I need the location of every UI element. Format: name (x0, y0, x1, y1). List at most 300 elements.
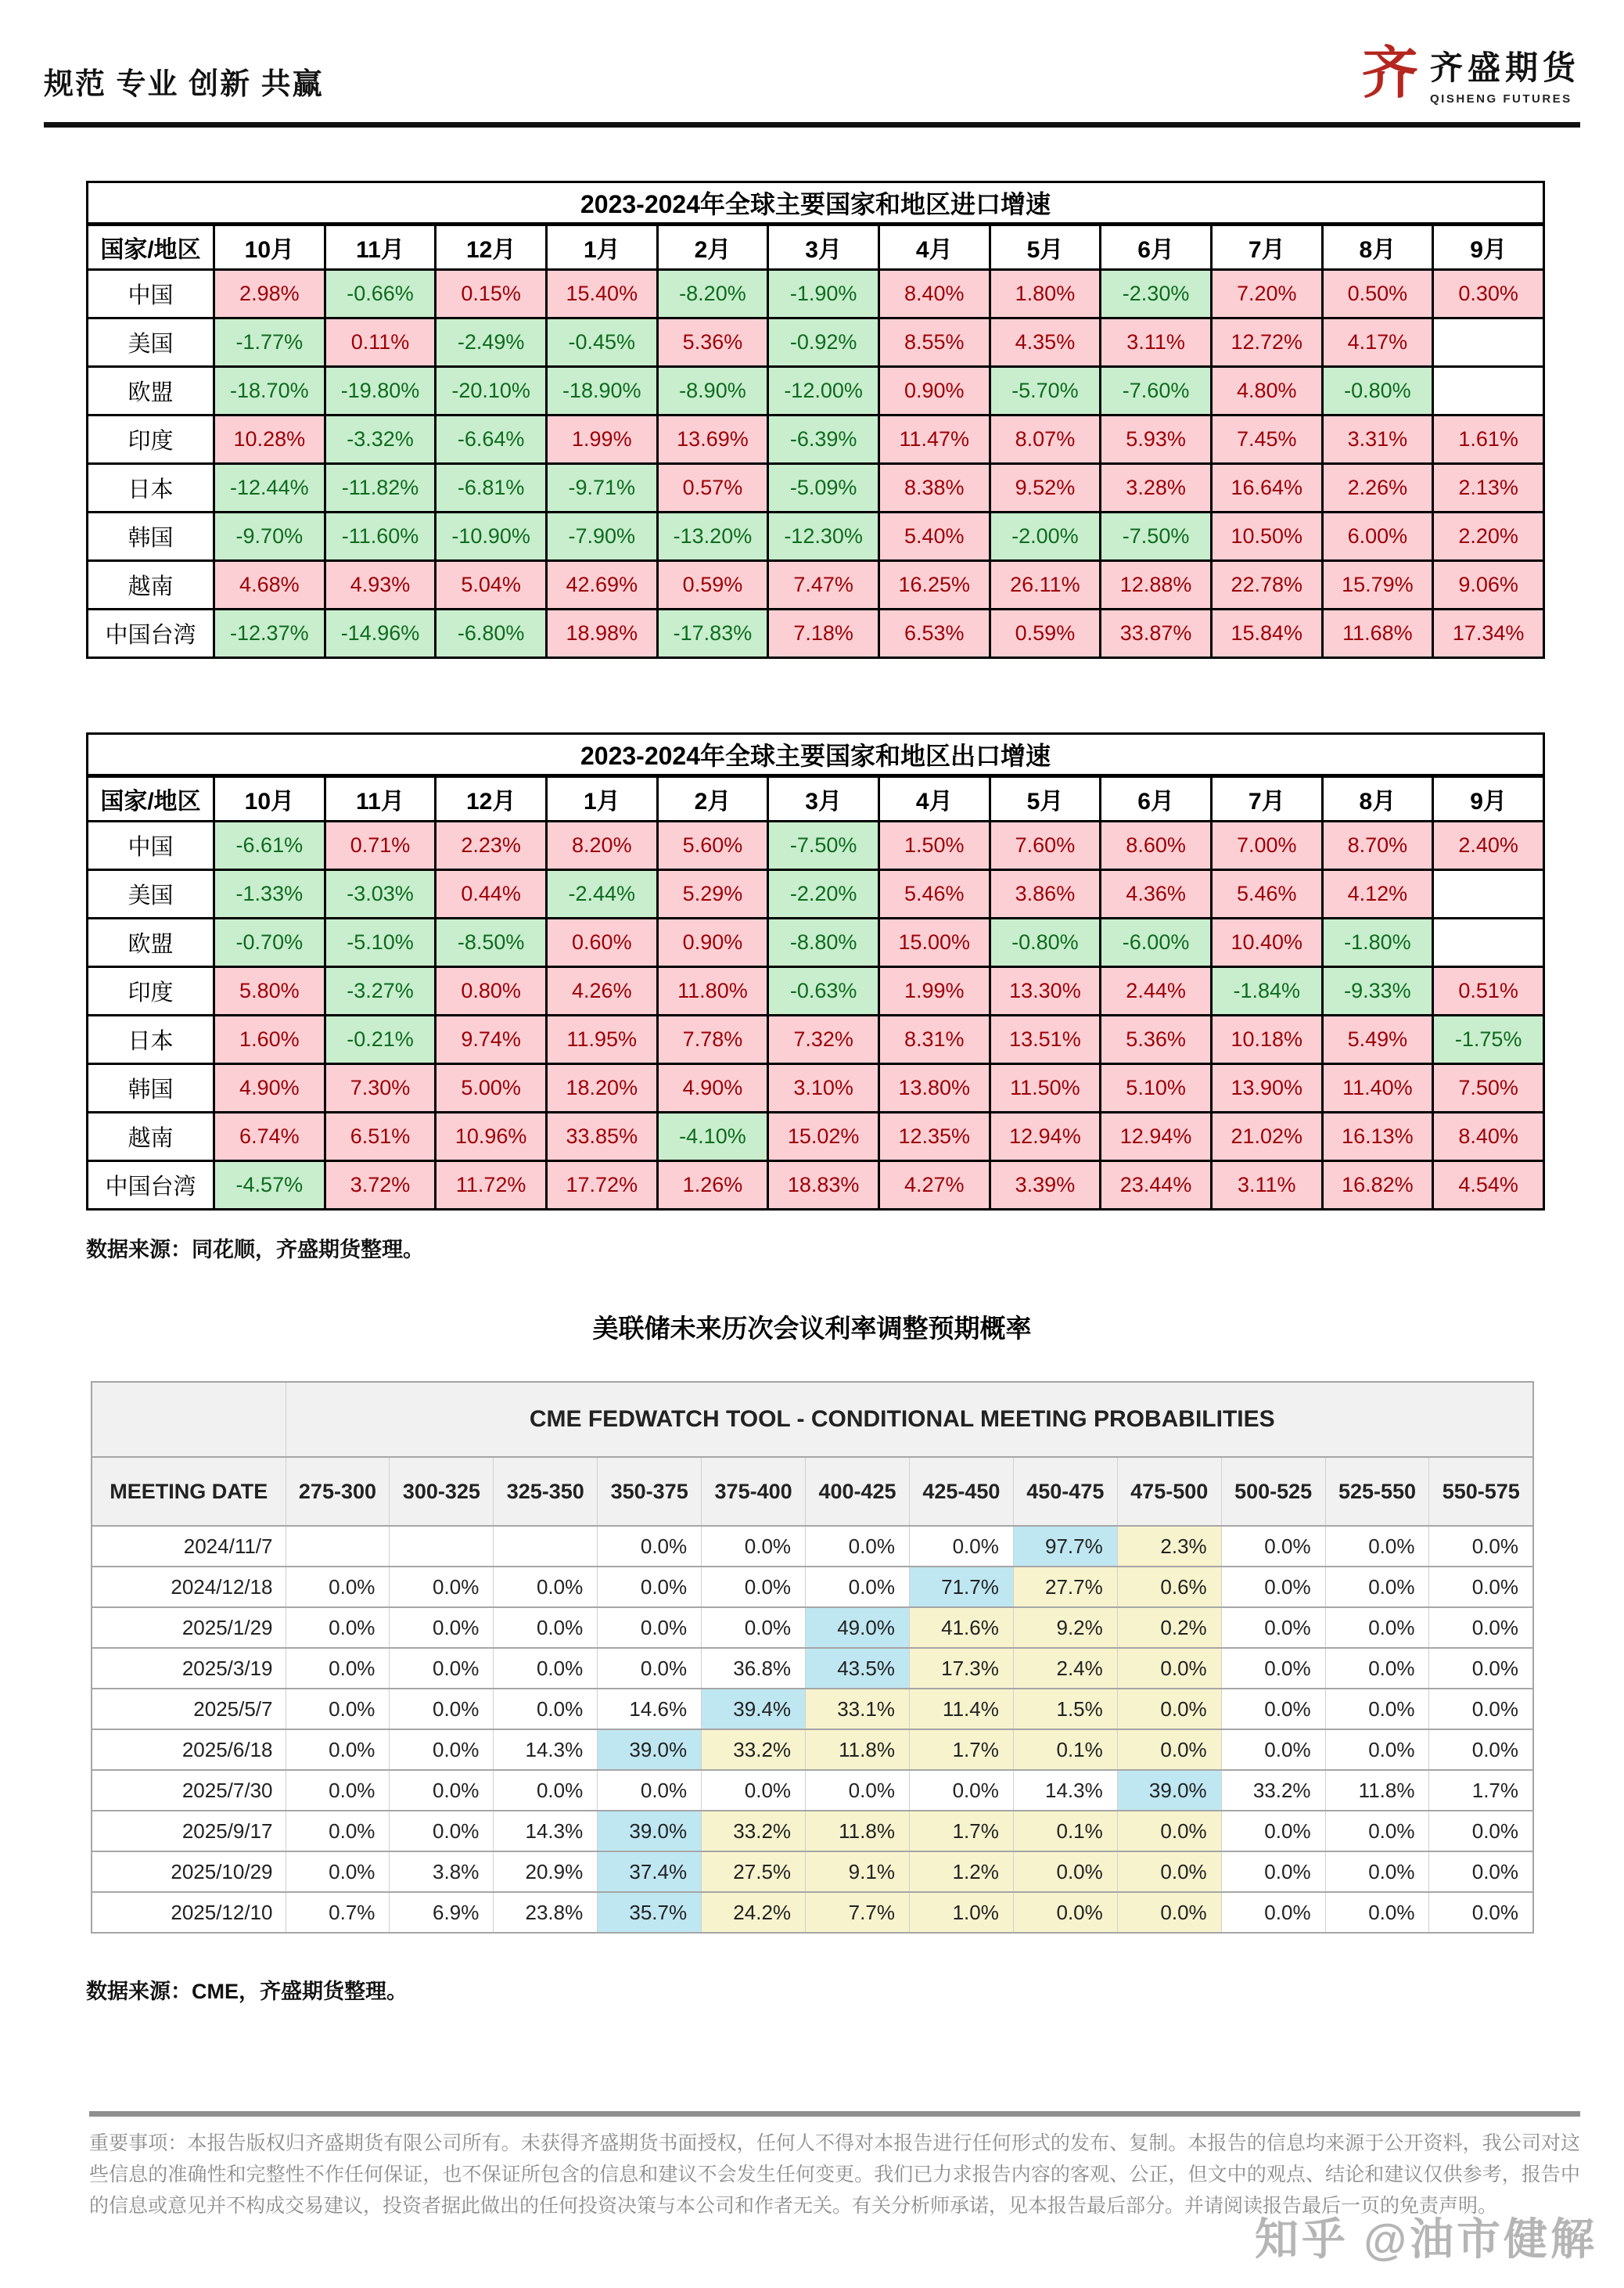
month-column-header: 7月 (1211, 776, 1322, 822)
region-label: 美国 (88, 870, 214, 919)
fed-row (92, 1851, 1533, 1892)
growth-value-cell: 1.80% (990, 270, 1101, 318)
growth-value-cell: -6.80% (436, 610, 547, 658)
probability-cell: 33.2% (702, 1811, 806, 1851)
rate-range-header: 375-400 (702, 1457, 806, 1526)
growth-value-cell: 11.40% (1322, 1064, 1433, 1113)
growth-value-cell: 11.95% (546, 1016, 657, 1064)
growth-value-cell: 4.27% (878, 1161, 990, 1210)
growth-value-cell: -7.60% (1101, 367, 1212, 416)
qisheng-logo-icon: 齐 (1361, 42, 1418, 105)
growth-value-cell: 5.49% (1322, 1016, 1433, 1064)
region-label: 日本 (88, 1016, 214, 1064)
growth-value-cell: 10.18% (1211, 1016, 1322, 1064)
month-column-header: 12月 (436, 776, 547, 822)
probability-cell: 0.0% (286, 1729, 390, 1770)
fed-section-title: 美联储未来历次会议利率调整预期概率 (592, 1314, 1032, 1343)
meeting-date: 2024/11/7 (92, 1526, 286, 1567)
probability-cell: 0.0% (390, 1729, 494, 1770)
probability-cell: 9.2% (1013, 1607, 1117, 1648)
probability-cell: 0.0% (1429, 1851, 1533, 1892)
region-label: 欧盟 (88, 919, 214, 967)
growth-value-cell: 5.60% (657, 822, 768, 870)
growth-value-cell: 0.90% (878, 367, 990, 416)
probability-cell: 0.0% (806, 1770, 910, 1811)
probability-cell: 0.0% (390, 1770, 494, 1811)
probability-cell: 0.0% (1117, 1892, 1221, 1933)
growth-value-cell: -4.57% (214, 1161, 325, 1210)
growth-value-cell: 13.69% (657, 416, 768, 464)
probability-cell: 0.0% (702, 1770, 806, 1811)
growth-value-cell: 33.85% (546, 1113, 657, 1161)
growth-value-cell: -9.71% (546, 464, 657, 513)
growth-value-cell: 4.12% (1322, 870, 1433, 919)
probability-cell: 0.0% (1429, 1526, 1533, 1567)
table-row (88, 822, 1544, 870)
probability-cell: 0.0% (1013, 1892, 1117, 1933)
table-row (88, 270, 1544, 318)
region-label: 韩国 (88, 513, 214, 561)
growth-value-cell: 8.70% (1322, 822, 1433, 870)
growth-value-cell: 1.99% (878, 967, 990, 1016)
month-column-header: 7月 (1211, 225, 1322, 270)
growth-value-cell: -14.96% (325, 610, 436, 658)
probability-cell: 0.0% (494, 1607, 598, 1648)
fed-corner-cell (92, 1382, 286, 1457)
growth-value-cell: 7.60% (990, 822, 1101, 870)
month-column-header: 10月 (214, 776, 325, 822)
growth-value-cell: 6.53% (878, 610, 990, 658)
growth-value-cell: 26.11% (990, 561, 1101, 610)
probability-cell: 0.0% (1117, 1648, 1221, 1689)
probability-cell: 0.0% (286, 1770, 390, 1811)
rate-range-header: 300-325 (390, 1457, 494, 1526)
probability-cell: 0.0% (1325, 1689, 1429, 1729)
probability-cell: 0.0% (494, 1648, 598, 1689)
month-column-header: 11月 (325, 225, 436, 270)
probability-cell: 3.8% (390, 1851, 494, 1892)
fed-row (92, 1607, 1533, 1648)
growth-value-cell: 12.72% (1211, 318, 1322, 367)
growth-value-cell: 5.93% (1101, 416, 1212, 464)
table-title-row (88, 734, 1544, 776)
growth-value-cell: 7.45% (1211, 416, 1322, 464)
growth-value-cell: 0.11% (325, 318, 436, 367)
growth-value-cell: 0.51% (1433, 967, 1544, 1016)
growth-value-cell: -6.81% (436, 464, 547, 513)
probability-cell: 9.1% (806, 1851, 910, 1892)
growth-value-cell: 8.38% (878, 464, 990, 513)
probability-cell: 39.0% (1117, 1770, 1221, 1811)
month-column-header: 9月 (1433, 776, 1544, 822)
growth-value-cell: 0.15% (436, 270, 547, 318)
growth-value-cell: 1.50% (878, 822, 990, 870)
probability-cell: 2.4% (1013, 1648, 1117, 1689)
table-row (88, 1161, 1544, 1210)
probability-cell: 0.0% (1429, 1689, 1533, 1729)
growth-value-cell: -5.10% (325, 919, 436, 967)
growth-value-cell (1433, 318, 1544, 367)
probability-cell: 0.0% (1429, 1811, 1533, 1851)
month-column-header: 4月 (878, 776, 990, 822)
probability-cell: 0.0% (1325, 1526, 1429, 1567)
growth-value-cell: -6.00% (1101, 919, 1212, 967)
growth-value-cell: 13.80% (878, 1064, 990, 1113)
growth-value-cell: 3.39% (990, 1161, 1101, 1210)
rate-range-header: 450-475 (1013, 1457, 1117, 1526)
fed-row (92, 1892, 1533, 1933)
probability-cell: 35.7% (598, 1892, 702, 1933)
growth-value-cell: 6.00% (1322, 513, 1433, 561)
probability-cell: 0.0% (1325, 1729, 1429, 1770)
region-label: 美国 (88, 318, 214, 367)
meeting-date: 2025/7/30 (92, 1770, 286, 1811)
growth-value-cell: -0.92% (768, 318, 879, 367)
probability-cell: 1.5% (1013, 1689, 1117, 1729)
probability-cell: 0.0% (1221, 1607, 1325, 1648)
probability-cell: 1.7% (909, 1811, 1013, 1851)
probability-cell (286, 1526, 390, 1567)
probability-cell: 14.3% (1013, 1770, 1117, 1811)
table-row (88, 1016, 1544, 1064)
growth-value-cell: -2.20% (768, 870, 879, 919)
probability-cell: 17.3% (909, 1648, 1013, 1689)
growth-value-cell: 0.57% (657, 464, 768, 513)
growth-value-cell: 0.59% (990, 610, 1101, 658)
probability-cell: 43.5% (806, 1648, 910, 1689)
probability-cell: 0.0% (1325, 1892, 1429, 1933)
month-column-header: 3月 (768, 225, 879, 270)
growth-value-cell: 1.60% (214, 1016, 325, 1064)
month-column-header: 1月 (546, 776, 657, 822)
probability-cell: 0.0% (1221, 1689, 1325, 1729)
month-column-header: 6月 (1101, 776, 1212, 822)
growth-value-cell: 11.68% (1322, 610, 1433, 658)
growth-value-cell: -3.32% (325, 416, 436, 464)
month-column-header: 8月 (1322, 776, 1433, 822)
region-column-header: 国家/地区 (88, 776, 214, 822)
probability-cell: 0.0% (1117, 1689, 1221, 1729)
growth-value-cell: 18.20% (546, 1064, 657, 1113)
growth-value-cell: -12.30% (768, 513, 879, 561)
month-column-header: 10月 (214, 225, 325, 270)
growth-value-cell: 15.84% (1211, 610, 1322, 658)
growth-value-cell: 8.40% (878, 270, 990, 318)
growth-value-cell: 2.44% (1101, 967, 1212, 1016)
growth-value-cell: -0.66% (325, 270, 436, 318)
growth-value-cell: 0.71% (325, 822, 436, 870)
growth-value-cell: 4.80% (1211, 367, 1322, 416)
table-row (88, 919, 1544, 967)
growth-value-cell: -11.82% (325, 464, 436, 513)
rate-range-header: 325-350 (494, 1457, 598, 1526)
growth-value-cell: 3.28% (1101, 464, 1212, 513)
table-row (88, 318, 1544, 367)
fedwatch-probability-table (91, 1381, 1534, 1934)
probability-cell: 33.2% (702, 1729, 806, 1770)
growth-value-cell: 1.26% (657, 1161, 768, 1210)
growth-value-cell: -2.49% (436, 318, 547, 367)
probability-cell: 0.0% (598, 1607, 702, 1648)
region-label: 中国 (88, 822, 214, 870)
probability-cell: 27.7% (1013, 1567, 1117, 1607)
growth-value-cell: 17.72% (546, 1161, 657, 1210)
probability-cell: 33.1% (806, 1689, 910, 1729)
growth-value-cell: 7.30% (325, 1064, 436, 1113)
probability-cell: 11.8% (1325, 1770, 1429, 1811)
probability-cell: 0.0% (1221, 1648, 1325, 1689)
region-label: 韩国 (88, 1064, 214, 1113)
probability-cell: 0.0% (1429, 1729, 1533, 1770)
growth-value-cell: 7.47% (768, 561, 879, 610)
growth-value-cell: 7.20% (1211, 270, 1322, 318)
probability-cell: 1.7% (1429, 1770, 1533, 1811)
probability-cell: 49.0% (806, 1607, 910, 1648)
growth-value-cell: -7.90% (546, 513, 657, 561)
probability-cell: 0.0% (390, 1607, 494, 1648)
growth-value-cell: 4.26% (546, 967, 657, 1016)
probability-cell: 1.0% (909, 1892, 1013, 1933)
probability-cell: 7.7% (806, 1892, 910, 1933)
region-label: 印度 (88, 416, 214, 464)
growth-value-cell: -1.33% (214, 870, 325, 919)
growth-value-cell: 15.79% (1322, 561, 1433, 610)
growth-value-cell: -12.00% (768, 367, 879, 416)
growth-value-cell: 11.72% (436, 1161, 547, 1210)
growth-value-cell (1433, 870, 1544, 919)
probability-cell: 0.0% (1221, 1851, 1325, 1892)
month-column-header: 1月 (546, 225, 657, 270)
probability-cell: 1.2% (909, 1851, 1013, 1892)
rate-range-header: 550-575 (1429, 1457, 1533, 1526)
growth-value-cell: 6.51% (325, 1113, 436, 1161)
probability-cell: 6.9% (390, 1892, 494, 1933)
region-label: 中国台湾 (88, 1161, 214, 1210)
probability-cell: 2.3% (1117, 1526, 1221, 1567)
growth-value-cell: 8.20% (546, 822, 657, 870)
growth-value-cell: 22.78% (1211, 561, 1322, 610)
growth-value-cell: 2.40% (1433, 822, 1544, 870)
growth-value-cell: 23.44% (1101, 1161, 1212, 1210)
probability-cell: 39.0% (598, 1811, 702, 1851)
rate-range-header: 500-525 (1221, 1457, 1325, 1526)
probability-cell: 0.0% (286, 1811, 390, 1851)
meeting-date: 2025/3/19 (92, 1648, 286, 1689)
probability-cell: 0.0% (1429, 1892, 1533, 1933)
growth-value-cell: 5.40% (878, 513, 990, 561)
probability-cell: 0.0% (598, 1526, 702, 1567)
probability-cell: 0.0% (494, 1689, 598, 1729)
growth-value-cell: 7.50% (1433, 1064, 1544, 1113)
growth-value-cell: 5.36% (657, 318, 768, 367)
probability-cell: 0.0% (1013, 1851, 1117, 1892)
growth-value-cell: -3.27% (325, 967, 436, 1016)
growth-value-cell: 10.40% (1211, 919, 1322, 967)
growth-value-cell: 0.44% (436, 870, 547, 919)
growth-value-cell: 16.64% (1211, 464, 1322, 513)
probability-cell: 0.0% (494, 1567, 598, 1607)
probability-cell: 0.0% (1325, 1567, 1429, 1607)
probability-cell: 0.0% (286, 1607, 390, 1648)
growth-value-cell: 11.80% (657, 967, 768, 1016)
fed-header-row (92, 1457, 1533, 1526)
probability-cell: 33.2% (1221, 1770, 1325, 1811)
growth-value-cell: 5.10% (1101, 1064, 1212, 1113)
month-column-header: 12月 (436, 225, 547, 270)
growth-value-cell: -1.77% (214, 318, 325, 367)
growth-value-cell: -10.90% (436, 513, 547, 561)
probability-cell: 0.0% (286, 1689, 390, 1729)
growth-value-cell: 8.60% (1101, 822, 1212, 870)
growth-value-cell: -0.80% (990, 919, 1101, 967)
disclaimer-text: 重要事项：本报告版权归齐盛期货有限公司所有。未获得齐盛期货书面授权，任何人不得对本报告进行任何形式的发布、复制。本报告的信息均来源于公开资料，我公司对这些信息的准确性和完整性不作任何保证，也不保证所包含的信息和建议不会发生任何变更。我们已力求报告内容的客观、公正，但文中的观点、结论和建议仅供参考，报告中的信息或意见并不构成交易建议，投资者据此做出的任何投资决策与本公司和作者无关。有关分析师承诺，见本报告最后部分。并请阅读报告最后一页的免责声明。 (89, 2132, 1580, 2217)
growth-value-cell: 3.10% (768, 1064, 879, 1113)
growth-value-cell: 3.11% (1211, 1161, 1322, 1210)
probability-cell: 14.3% (494, 1729, 598, 1770)
growth-value-cell: 4.93% (325, 561, 436, 610)
probability-cell: 97.7% (1013, 1526, 1117, 1567)
rate-range-header: 525-550 (1325, 1457, 1429, 1526)
growth-value-cell: -6.39% (768, 416, 879, 464)
growth-value-cell: 7.32% (768, 1016, 879, 1064)
probability-cell: 0.0% (286, 1851, 390, 1892)
growth-value-cell: 0.80% (436, 967, 547, 1016)
growth-value-cell: 18.83% (768, 1161, 879, 1210)
fed-source-note: 数据来源：CME，齐盛期货整理。 (86, 1980, 408, 2003)
growth-value-cell: -8.50% (436, 919, 547, 967)
growth-value-cell: 13.30% (990, 967, 1101, 1016)
rate-range-header: 275-300 (286, 1457, 390, 1526)
growth-value-cell: 12.94% (1101, 1113, 1212, 1161)
meeting-date: 2025/10/29 (92, 1851, 286, 1892)
probability-cell: 0.0% (702, 1526, 806, 1567)
growth-value-cell: 10.50% (1211, 513, 1322, 561)
probability-cell: 0.0% (1221, 1892, 1325, 1933)
month-column-header: 2月 (657, 225, 768, 270)
region-label: 欧盟 (88, 367, 214, 416)
month-column-header: 11月 (325, 776, 436, 822)
brand-name-en: QISHENG FUTURES (1429, 92, 1572, 106)
probability-cell: 0.0% (909, 1526, 1013, 1567)
probability-cell: 14.3% (494, 1811, 598, 1851)
growth-value-cell: 3.11% (1101, 318, 1212, 367)
rate-range-header: 475-500 (1117, 1457, 1221, 1526)
growth-value-cell (1433, 367, 1544, 416)
probability-cell: 0.0% (806, 1567, 910, 1607)
growth-value-cell: -6.64% (436, 416, 547, 464)
probability-cell: 0.0% (1117, 1851, 1221, 1892)
growth-value-cell: 16.25% (878, 561, 990, 610)
company-slogan: 规范 专业 创新 共赢 (44, 67, 324, 101)
fed-row (92, 1689, 1533, 1729)
brand-name-cn: 齐盛期货 (1429, 49, 1580, 86)
probability-cell: 0.1% (1013, 1811, 1117, 1851)
growth-value-cell: 8.40% (1433, 1113, 1544, 1161)
probability-cell: 0.0% (390, 1689, 494, 1729)
probability-cell: 11.4% (909, 1689, 1013, 1729)
month-column-header: 4月 (878, 225, 990, 270)
growth-value-cell: 5.36% (1101, 1016, 1212, 1064)
probability-cell: 0.0% (598, 1567, 702, 1607)
table-row (88, 1113, 1544, 1161)
table-row (88, 367, 1544, 416)
growth-value-cell: -4.10% (657, 1113, 768, 1161)
probability-cell: 0.0% (598, 1648, 702, 1689)
meeting-date: 2025/9/17 (92, 1811, 286, 1851)
growth-value-cell: 3.31% (1322, 416, 1433, 464)
growth-value-cell: 10.28% (214, 416, 325, 464)
probability-cell: 1.7% (909, 1729, 1013, 1770)
probability-cell: 36.8% (702, 1648, 806, 1689)
growth-value-cell: 0.30% (1433, 270, 1544, 318)
probability-cell: 0.0% (1325, 1607, 1429, 1648)
probability-cell (390, 1526, 494, 1567)
month-column-header: 3月 (768, 776, 879, 822)
growth-value-cell: -1.90% (768, 270, 879, 318)
probability-cell: 0.0% (702, 1607, 806, 1648)
fed-title-row (92, 1382, 1533, 1457)
watermark: 知乎 @油市健解 (1254, 2214, 1597, 2264)
meeting-date: 2025/6/18 (92, 1729, 286, 1770)
probability-cell: 0.0% (286, 1567, 390, 1607)
probability-cell: 0.0% (286, 1648, 390, 1689)
growth-value-cell: 8.07% (990, 416, 1101, 464)
growth-value-cell: -8.80% (768, 919, 879, 967)
month-column-header: 2月 (657, 776, 768, 822)
growth-value-cell: -0.21% (325, 1016, 436, 1064)
growth-value-cell: 4.90% (657, 1064, 768, 1113)
growth-value-cell: 13.51% (990, 1016, 1101, 1064)
growth-value-cell: 5.29% (657, 870, 768, 919)
month-column-header: 8月 (1322, 225, 1433, 270)
growth-value-cell: 16.13% (1322, 1113, 1433, 1161)
company-brand (1361, 40, 1580, 107)
probability-cell: 0.7% (286, 1892, 390, 1933)
growth-value-cell: -11.60% (325, 513, 436, 561)
growth-value-cell: 5.46% (1211, 870, 1322, 919)
growth-value-cell: -18.90% (546, 367, 657, 416)
region-label: 越南 (88, 561, 214, 610)
probability-cell: 0.0% (1117, 1729, 1221, 1770)
growth-value-cell: 0.90% (657, 919, 768, 967)
growth-value-cell: -12.44% (214, 464, 325, 513)
probability-cell: 0.0% (1221, 1811, 1325, 1851)
meeting-date-header: MEETING DATE (92, 1457, 286, 1526)
month-column-header: 5月 (990, 776, 1101, 822)
table-row (88, 610, 1544, 658)
meeting-date: 2024/12/18 (92, 1567, 286, 1607)
probability-cell: 0.0% (806, 1526, 910, 1567)
probability-cell: 0.1% (1013, 1729, 1117, 1770)
growth-value-cell: 42.69% (546, 561, 657, 610)
footer-divider (89, 2111, 1580, 2117)
table-title-row (88, 182, 1544, 225)
probability-cell: 0.0% (1325, 1851, 1429, 1892)
growth-value-cell: -19.80% (325, 367, 436, 416)
page-header (44, 30, 1580, 117)
fed-row (92, 1567, 1533, 1607)
growth-value-cell: 0.50% (1322, 270, 1433, 318)
growth-value-cell: 6.74% (214, 1113, 325, 1161)
growth-value-cell: -5.70% (990, 367, 1101, 416)
growth-value-cell: 15.40% (546, 270, 657, 318)
growth-value-cell: 13.90% (1211, 1064, 1322, 1113)
growth-value-cell: 9.52% (990, 464, 1101, 513)
growth-value-cell: 9.74% (436, 1016, 547, 1064)
growth-value-cell: 33.87% (1101, 610, 1212, 658)
region-column-header: 国家/地区 (88, 225, 214, 270)
growth-value-cell: 18.98% (546, 610, 657, 658)
